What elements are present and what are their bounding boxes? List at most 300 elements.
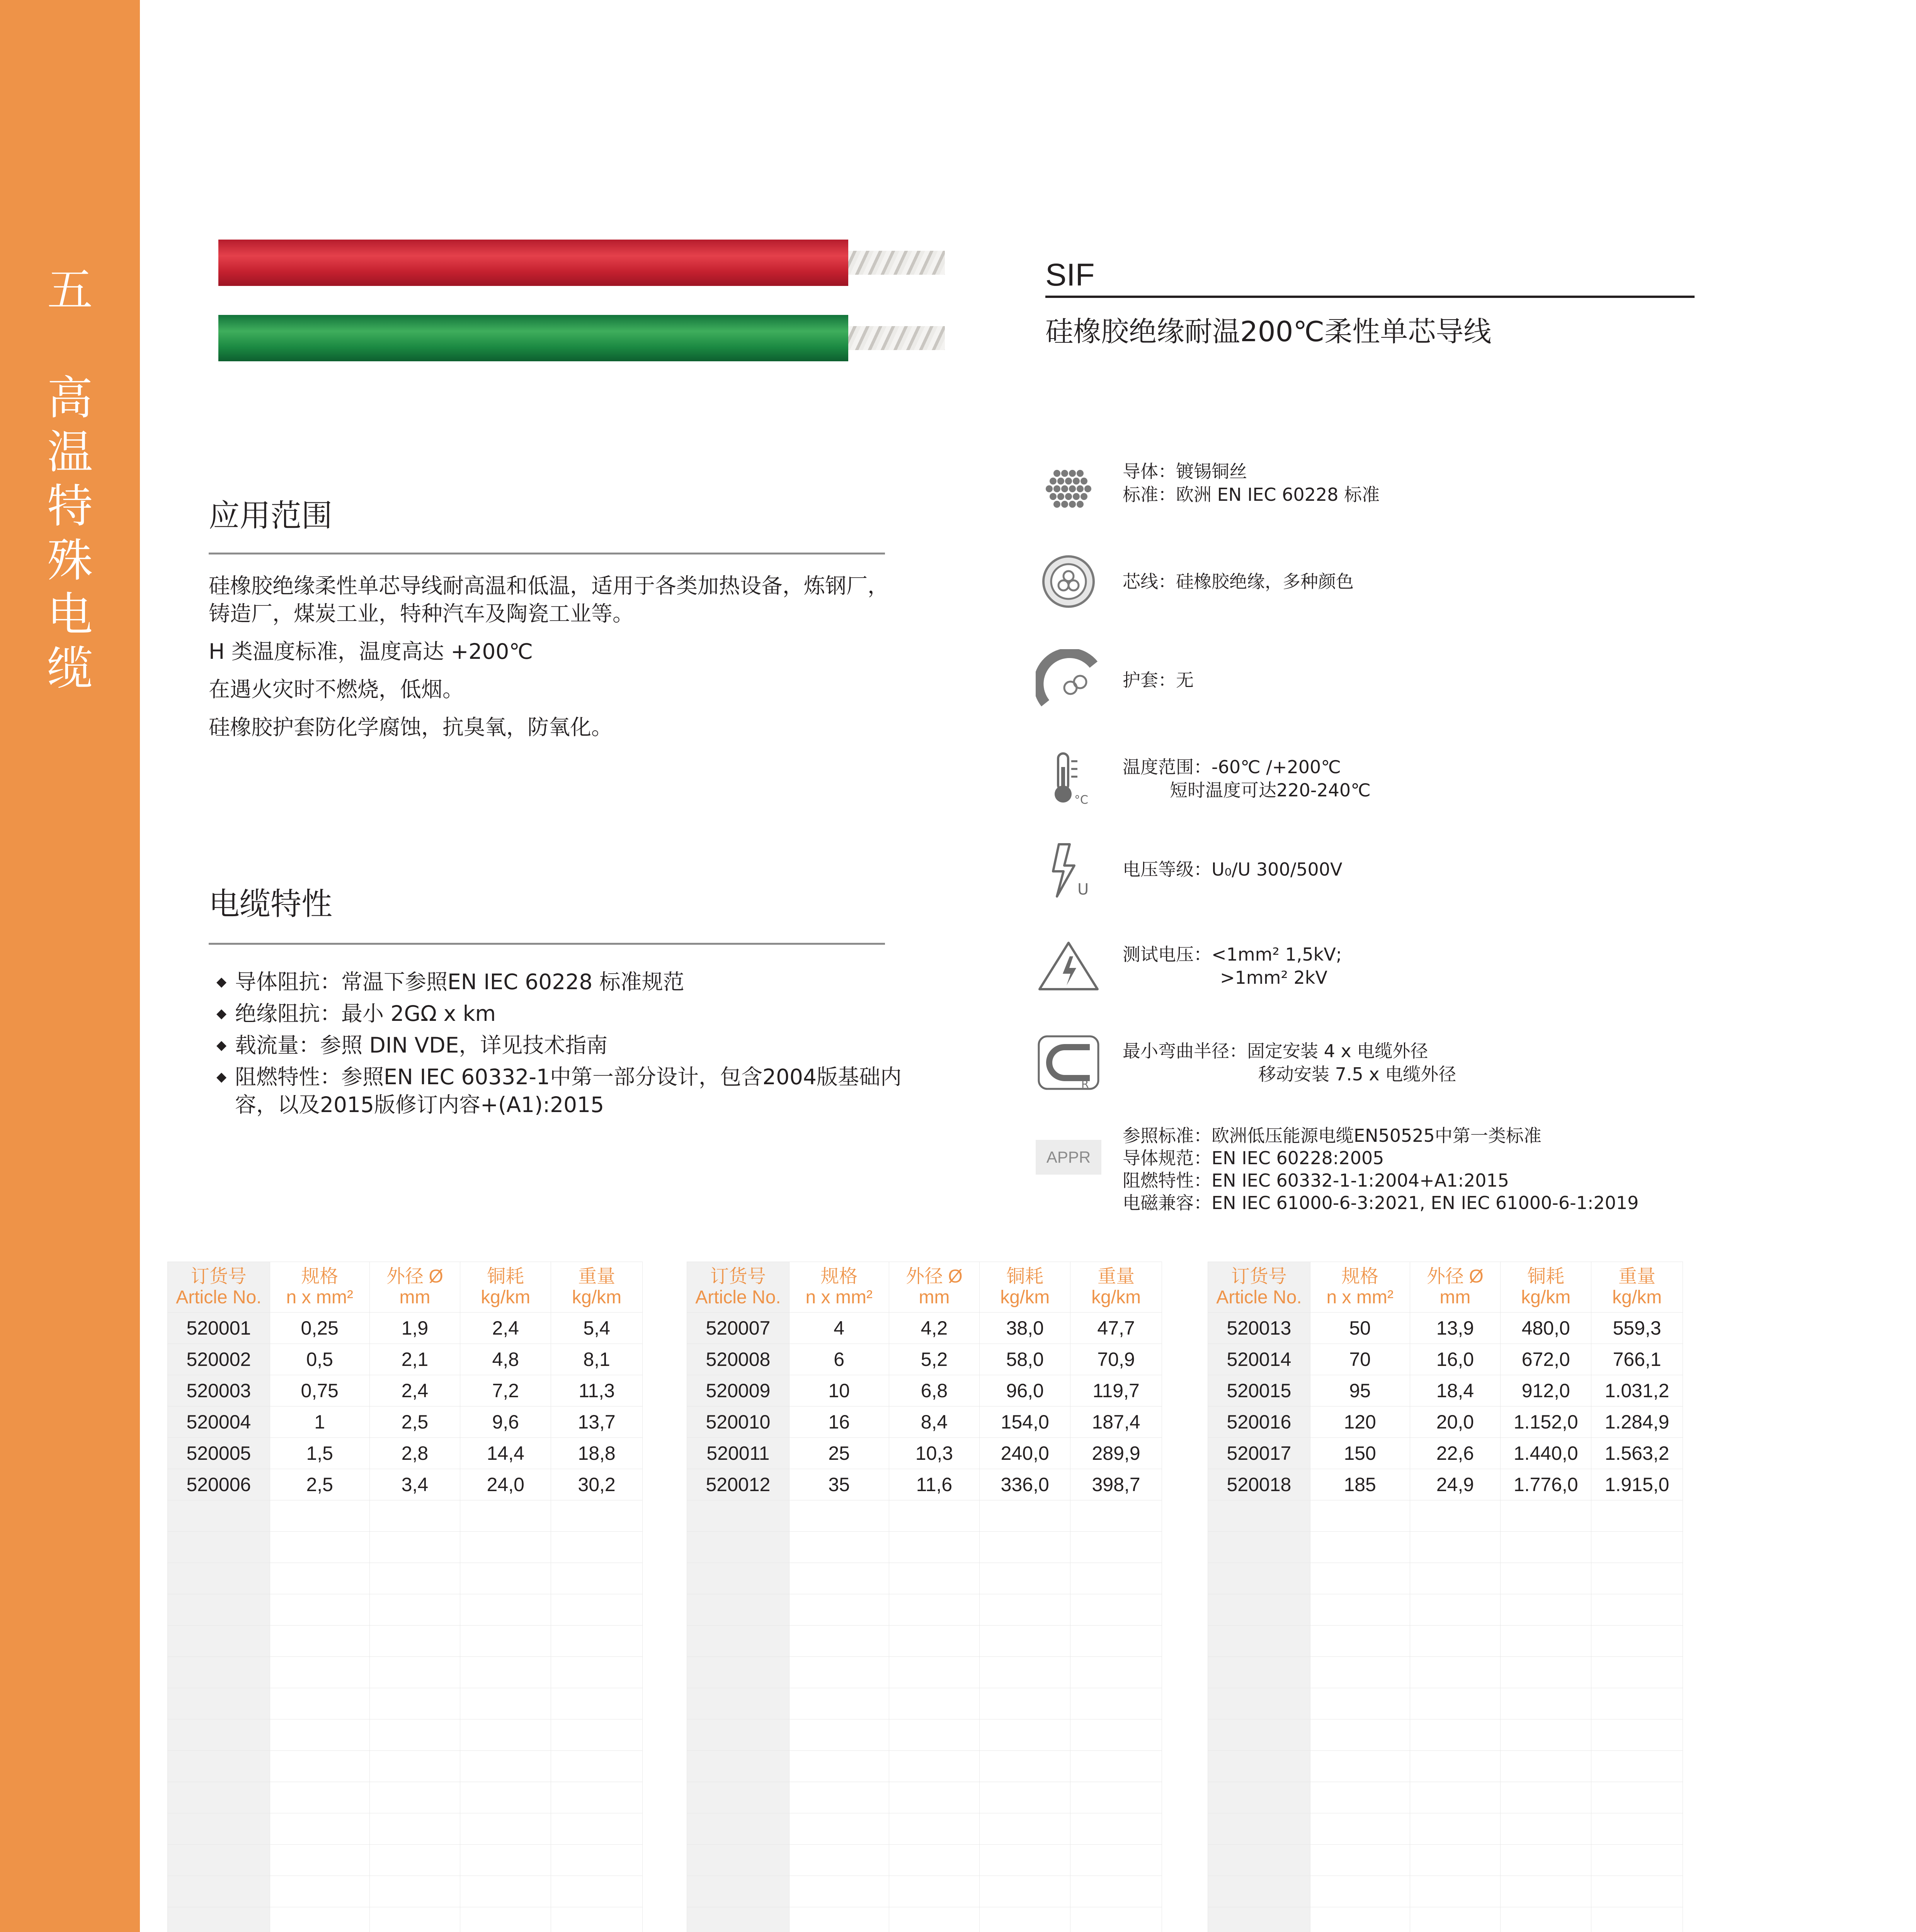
high-voltage-warning-icon bbox=[1036, 935, 1101, 997]
table-row bbox=[168, 1626, 643, 1657]
table-cell bbox=[789, 1876, 889, 1907]
table-row bbox=[168, 1313, 643, 1344]
table-cell bbox=[369, 1657, 460, 1688]
application-paragraph: 硅橡胶护套防化学腐蚀，抗臭氧，防氧化。 bbox=[209, 715, 613, 740]
table-cell bbox=[460, 1532, 551, 1563]
table-row bbox=[687, 1438, 1162, 1469]
table-row bbox=[168, 1813, 643, 1845]
table-row bbox=[1208, 1626, 1683, 1657]
table-cell bbox=[460, 1751, 551, 1782]
table-cell bbox=[1310, 1563, 1410, 1594]
table-row bbox=[687, 1845, 1162, 1876]
table-cell: 10 bbox=[789, 1375, 889, 1406]
table-cell bbox=[1501, 1563, 1591, 1594]
table-cell: 1,9 bbox=[369, 1313, 460, 1344]
table-cell bbox=[889, 1907, 980, 1932]
table-cell: 58,0 bbox=[980, 1344, 1070, 1375]
chapter-title-char: 殊 bbox=[47, 534, 93, 587]
svg-text:R: R bbox=[1081, 1078, 1089, 1090]
table-cell: 96,0 bbox=[980, 1375, 1070, 1406]
table-cell bbox=[687, 1657, 790, 1688]
spec-line: 测试电压：<1mm² 1,5kV; bbox=[1123, 944, 1342, 965]
table-cell: 1.915,0 bbox=[1591, 1469, 1683, 1500]
table-cell bbox=[1591, 1563, 1683, 1594]
column-header-line: 外径 Ø bbox=[1427, 1266, 1484, 1287]
table-cell bbox=[168, 1657, 270, 1688]
table-row bbox=[687, 1626, 1162, 1657]
table-row bbox=[1208, 1344, 1683, 1375]
column-header-line: 订货号 bbox=[710, 1266, 766, 1287]
table-cell bbox=[889, 1688, 980, 1719]
table-cell bbox=[1501, 1594, 1591, 1626]
feature-item: ◆ 阻燃特性：参照EN IEC 60332-1中第一部分设计，包含2004版基础内容，以及2015版修订内容+(A1):2015 bbox=[216, 1063, 912, 1119]
table-cell bbox=[1591, 1813, 1683, 1845]
spec-line: 温度范围：-60℃ /+200℃ bbox=[1123, 757, 1341, 777]
table-cell: 70 bbox=[1310, 1344, 1410, 1375]
table-cell bbox=[889, 1532, 980, 1563]
table-cell: 25 bbox=[789, 1438, 889, 1469]
table-cell bbox=[168, 1500, 270, 1532]
table-row bbox=[1208, 1845, 1683, 1876]
column-header bbox=[1501, 1262, 1591, 1313]
table-row bbox=[687, 1563, 1162, 1594]
column-header-line: 规格 bbox=[301, 1266, 339, 1287]
table-cell: 16 bbox=[789, 1406, 889, 1438]
table-cell bbox=[551, 1845, 643, 1876]
column-header-line: n x mm² bbox=[286, 1287, 353, 1308]
table-cell bbox=[460, 1657, 551, 1688]
table-row bbox=[687, 1375, 1162, 1406]
table-cell bbox=[1310, 1907, 1410, 1932]
table-cell bbox=[889, 1626, 980, 1657]
table-cell bbox=[551, 1751, 643, 1782]
column-header-line: kg/km bbox=[1091, 1287, 1141, 1308]
table-cell bbox=[551, 1688, 643, 1719]
table-cell bbox=[789, 1594, 889, 1626]
table-cell bbox=[369, 1563, 460, 1594]
table-row bbox=[168, 1719, 643, 1751]
spec-line: 标准：欧洲 EN IEC 60228 标准 bbox=[1123, 484, 1380, 505]
table-cell: 520009 bbox=[687, 1375, 790, 1406]
spec-line: 导体：镀锡铜丝 bbox=[1123, 461, 1247, 482]
table-row bbox=[687, 1907, 1162, 1932]
table-cell bbox=[980, 1876, 1070, 1907]
table-cell: 35 bbox=[789, 1469, 889, 1500]
column-header bbox=[551, 1262, 643, 1313]
table-cell bbox=[687, 1626, 790, 1657]
table-cell bbox=[687, 1751, 790, 1782]
table-cell: 185 bbox=[1310, 1469, 1410, 1500]
column-header-line: 规格 bbox=[1341, 1266, 1379, 1287]
table-cell bbox=[980, 1563, 1070, 1594]
table-cell: 9,6 bbox=[460, 1406, 551, 1438]
table-cell bbox=[1591, 1532, 1683, 1563]
table-cell bbox=[1501, 1751, 1591, 1782]
table-cell bbox=[1208, 1688, 1310, 1719]
product-name: 硅橡胶绝缘耐温200℃柔性单芯导线 bbox=[1045, 315, 1492, 348]
spec-label bbox=[1123, 1124, 1639, 1214]
table-cell: 520007 bbox=[687, 1313, 790, 1344]
table-cell bbox=[1310, 1719, 1410, 1751]
table-cell bbox=[1591, 1845, 1683, 1876]
table-cell: 2,5 bbox=[270, 1469, 369, 1500]
table-cell bbox=[1070, 1751, 1162, 1782]
table-cell bbox=[687, 1907, 790, 1932]
table-cell: 520017 bbox=[1208, 1438, 1310, 1469]
column-header-line: 铜耗 bbox=[1006, 1266, 1044, 1287]
table-cell bbox=[1208, 1657, 1310, 1688]
table-cell: 6 bbox=[789, 1344, 889, 1375]
column-header-line: 订货号 bbox=[1231, 1266, 1287, 1287]
table-cell bbox=[687, 1500, 790, 1532]
table-cell bbox=[980, 1813, 1070, 1845]
table-cell bbox=[168, 1626, 270, 1657]
column-header-line: 铜耗 bbox=[487, 1266, 524, 1287]
column-header-line: 外径 Ø bbox=[386, 1266, 443, 1287]
table-cell bbox=[1410, 1813, 1501, 1845]
table-cell bbox=[1310, 1532, 1410, 1563]
table-row bbox=[687, 1313, 1162, 1344]
column-header-line: 规格 bbox=[820, 1266, 858, 1287]
table-cell: 1.776,0 bbox=[1501, 1469, 1591, 1500]
column-header-line: kg/km bbox=[481, 1287, 531, 1308]
table-cell bbox=[687, 1563, 790, 1594]
spec-voltage bbox=[1036, 838, 1886, 908]
table-row bbox=[687, 1688, 1162, 1719]
table-cell bbox=[270, 1719, 369, 1751]
column-header bbox=[1310, 1262, 1410, 1313]
table-cell: 2,4 bbox=[460, 1313, 551, 1344]
table-cell bbox=[1501, 1876, 1591, 1907]
table-cell bbox=[789, 1907, 889, 1932]
table-row bbox=[687, 1813, 1162, 1845]
column-header bbox=[1591, 1262, 1683, 1313]
application-paragraph: 硅橡胶绝缘柔性单芯导线耐高温和低温，适用于各类加热设备，炼钢厂，铸造厂，煤炭工业，特种汽车及陶瓷工业等。 bbox=[209, 573, 889, 626]
spec-test-voltage bbox=[1036, 935, 1886, 1005]
application-title: 应用范围 bbox=[209, 498, 332, 534]
column-header-line: Article No. bbox=[1216, 1287, 1302, 1308]
table-cell: 520018 bbox=[1208, 1469, 1310, 1500]
feature-item: ◆ 载流量：参照 DIN VDE，详见技术指南 bbox=[216, 1031, 912, 1059]
table-cell bbox=[1310, 1813, 1410, 1845]
table-row bbox=[1208, 1406, 1683, 1438]
table-cell bbox=[460, 1563, 551, 1594]
table-cell bbox=[1501, 1845, 1591, 1876]
table-row bbox=[1208, 1438, 1683, 1469]
table-cell bbox=[1208, 1719, 1310, 1751]
application-paragraph: 在遇火灾时不燃烧，低烟。 bbox=[209, 677, 464, 702]
table-cell bbox=[789, 1532, 889, 1563]
table-row bbox=[168, 1907, 643, 1932]
table-cell bbox=[1501, 1626, 1591, 1657]
table-row bbox=[1208, 1594, 1683, 1626]
table-row bbox=[168, 1469, 643, 1500]
cable-jacket bbox=[218, 240, 848, 286]
table-cell: 0,75 bbox=[270, 1375, 369, 1406]
table-cell bbox=[270, 1500, 369, 1532]
table-cell bbox=[270, 1751, 369, 1782]
table-cell bbox=[369, 1845, 460, 1876]
table-row bbox=[1208, 1469, 1683, 1500]
table-row bbox=[1208, 1313, 1683, 1344]
table-cell: 13,7 bbox=[551, 1406, 643, 1438]
spec-line: 移动安装 7.5 x 电缆外径 bbox=[1258, 1064, 1457, 1085]
table-cell bbox=[551, 1907, 643, 1932]
table-cell bbox=[1591, 1657, 1683, 1688]
column-header bbox=[369, 1262, 460, 1313]
table-row bbox=[687, 1657, 1162, 1688]
table-cell: 520005 bbox=[168, 1438, 270, 1469]
table-cell bbox=[980, 1907, 1070, 1932]
table-cell bbox=[551, 1532, 643, 1563]
spec-label bbox=[1123, 570, 1354, 593]
table-cell bbox=[1070, 1657, 1162, 1688]
table-cell bbox=[168, 1751, 270, 1782]
column-header-line: 订货号 bbox=[191, 1266, 247, 1287]
column-header bbox=[980, 1262, 1070, 1313]
table-cell bbox=[789, 1845, 889, 1876]
table-cell bbox=[551, 1500, 643, 1532]
table-cell: 38,0 bbox=[980, 1313, 1070, 1344]
table-cell: 520016 bbox=[1208, 1406, 1310, 1438]
table-cell bbox=[1410, 1563, 1501, 1594]
table-cell bbox=[1208, 1845, 1310, 1876]
table-row bbox=[168, 1782, 643, 1813]
table-row bbox=[687, 1532, 1162, 1563]
table-cell bbox=[1208, 1751, 1310, 1782]
table-cell bbox=[369, 1594, 460, 1626]
spec-label bbox=[1123, 1039, 1456, 1086]
table-cell: 47,7 bbox=[1070, 1313, 1162, 1344]
chapter-sidebar bbox=[0, 0, 140, 1932]
table-cell bbox=[1208, 1782, 1310, 1813]
table-cell bbox=[270, 1563, 369, 1594]
table-cell bbox=[1410, 1500, 1501, 1532]
table-cell bbox=[460, 1594, 551, 1626]
table-row bbox=[168, 1438, 643, 1469]
table-cell bbox=[551, 1813, 643, 1845]
table-cell bbox=[1501, 1532, 1591, 1563]
table-cell bbox=[1070, 1532, 1162, 1563]
table-cell bbox=[460, 1626, 551, 1657]
spec-line: 导体规范：EN IEC 60228:2005 bbox=[1123, 1148, 1384, 1168]
table-cell bbox=[980, 1782, 1070, 1813]
chapter-title-char: 特 bbox=[47, 480, 93, 533]
table-cell: 520001 bbox=[168, 1313, 270, 1344]
table-cell bbox=[1208, 1876, 1310, 1907]
table-cell bbox=[270, 1907, 369, 1932]
table-cell bbox=[270, 1626, 369, 1657]
table-cell bbox=[1410, 1782, 1501, 1813]
table-cell: 2,4 bbox=[369, 1375, 460, 1406]
feature-item: ◆ 导体阻抗：常温下参照EN IEC 60228 标准规范 bbox=[216, 968, 912, 996]
approval-badge: APPR bbox=[1036, 1140, 1101, 1175]
table-cell bbox=[687, 1813, 790, 1845]
table-cell bbox=[1208, 1532, 1310, 1563]
table-cell bbox=[1410, 1626, 1501, 1657]
table-cell bbox=[789, 1657, 889, 1688]
table-cell bbox=[980, 1751, 1070, 1782]
cable-jacket bbox=[218, 315, 848, 361]
table-cell: 1.031,2 bbox=[1591, 1375, 1683, 1406]
spec-line: 阻燃特性：EN IEC 60332-1-1:2004+A1:2015 bbox=[1123, 1170, 1509, 1191]
column-header bbox=[1410, 1262, 1501, 1313]
table-cell bbox=[1591, 1626, 1683, 1657]
table-cell bbox=[1070, 1594, 1162, 1626]
table-cell bbox=[168, 1594, 270, 1626]
table-cell: 4 bbox=[789, 1313, 889, 1344]
table-cell bbox=[980, 1657, 1070, 1688]
column-header-line: 重量 bbox=[1618, 1266, 1656, 1287]
table-cell bbox=[369, 1907, 460, 1932]
table-cell bbox=[168, 1876, 270, 1907]
table-cell: 7,2 bbox=[460, 1375, 551, 1406]
table-cell: 520010 bbox=[687, 1406, 790, 1438]
table-cell bbox=[551, 1719, 643, 1751]
table-cell bbox=[980, 1845, 1070, 1876]
table-cell: 18,8 bbox=[551, 1438, 643, 1469]
table-cell bbox=[551, 1626, 643, 1657]
table-cell bbox=[460, 1907, 551, 1932]
table-cell bbox=[789, 1688, 889, 1719]
bending-radius-icon bbox=[1036, 1032, 1101, 1094]
table-cell bbox=[1310, 1845, 1410, 1876]
column-header-line: kg/km bbox=[1612, 1287, 1662, 1308]
table-cell bbox=[1591, 1688, 1683, 1719]
table-cell bbox=[889, 1719, 980, 1751]
chapter-title-char: 温 bbox=[47, 425, 93, 479]
table-row bbox=[687, 1344, 1162, 1375]
table-cell: 520004 bbox=[168, 1406, 270, 1438]
table-row bbox=[168, 1375, 643, 1406]
table-cell: 13,9 bbox=[1410, 1313, 1501, 1344]
cable-stripped-conductor bbox=[848, 251, 945, 275]
table-cell bbox=[1310, 1688, 1410, 1719]
table-cell bbox=[980, 1688, 1070, 1719]
table-cell bbox=[1591, 1500, 1683, 1532]
table-header-row bbox=[1208, 1262, 1683, 1313]
table-cell: 10,3 bbox=[889, 1438, 980, 1469]
table-row bbox=[168, 1657, 643, 1688]
table-cell: 5,2 bbox=[889, 1344, 980, 1375]
table-cell bbox=[1410, 1876, 1501, 1907]
spec-line: 最小弯曲半径：固定安装 4 x 电缆外径 bbox=[1123, 1041, 1428, 1061]
table-cell bbox=[369, 1626, 460, 1657]
sheath-icon bbox=[1036, 649, 1101, 711]
table-cell: 50 bbox=[1310, 1313, 1410, 1344]
table-row bbox=[168, 1751, 643, 1782]
table-cell: 520012 bbox=[687, 1469, 790, 1500]
svg-text:°C: °C bbox=[1074, 793, 1088, 807]
product-title-rule bbox=[1045, 296, 1695, 298]
spec-line: 电磁兼容：EN IEC 61000-6-3:2021, EN IEC 61000-6-1:2019 bbox=[1123, 1192, 1639, 1213]
table-cell: 520011 bbox=[687, 1438, 790, 1469]
table-row bbox=[1208, 1688, 1683, 1719]
table-cell bbox=[1501, 1719, 1591, 1751]
table-row bbox=[168, 1563, 643, 1594]
table-row bbox=[687, 1594, 1162, 1626]
table-cell bbox=[168, 1563, 270, 1594]
table-cell bbox=[889, 1751, 980, 1782]
table-row bbox=[687, 1500, 1162, 1532]
table-cell: 1.563,2 bbox=[1591, 1438, 1683, 1469]
table-cell bbox=[168, 1907, 270, 1932]
column-header-line: 重量 bbox=[578, 1266, 616, 1287]
table-cell bbox=[1410, 1594, 1501, 1626]
table-cell bbox=[980, 1626, 1070, 1657]
article-table-1 bbox=[167, 1262, 643, 1932]
table-cell: 11,6 bbox=[889, 1469, 980, 1500]
table-row bbox=[687, 1406, 1162, 1438]
table-row bbox=[1208, 1375, 1683, 1406]
table-cell: 3,4 bbox=[369, 1469, 460, 1500]
column-header-line: Article No. bbox=[176, 1287, 262, 1308]
column-header bbox=[270, 1262, 369, 1313]
table-cell bbox=[270, 1813, 369, 1845]
table-cell bbox=[1070, 1876, 1162, 1907]
table-row bbox=[1208, 1876, 1683, 1907]
spec-bending-radius bbox=[1036, 1032, 1886, 1101]
table-cell: 6,8 bbox=[889, 1375, 980, 1406]
table-cell: 4,8 bbox=[460, 1344, 551, 1375]
table-row bbox=[1208, 1563, 1683, 1594]
table-cell: 1.152,0 bbox=[1501, 1406, 1591, 1438]
table-row bbox=[168, 1532, 643, 1563]
table-cell: 1.440,0 bbox=[1501, 1438, 1591, 1469]
table-cell bbox=[687, 1719, 790, 1751]
table-cell: 520002 bbox=[168, 1344, 270, 1375]
table-cell: 14,4 bbox=[460, 1438, 551, 1469]
thermometer-icon bbox=[1036, 748, 1101, 810]
table-cell bbox=[1501, 1907, 1591, 1932]
column-header-line: mm bbox=[399, 1287, 431, 1308]
table-row bbox=[687, 1876, 1162, 1907]
column-header-line: Article No. bbox=[695, 1287, 781, 1308]
spec-approvals bbox=[1036, 1121, 1886, 1221]
table-cell bbox=[369, 1876, 460, 1907]
table-cell bbox=[1070, 1563, 1162, 1594]
table-cell bbox=[1070, 1813, 1162, 1845]
column-header-line: 外径 Ø bbox=[906, 1266, 963, 1287]
svg-text:U: U bbox=[1077, 881, 1089, 898]
column-header-line: mm bbox=[1440, 1287, 1471, 1308]
product-code: SIF bbox=[1045, 257, 1095, 293]
table-cell bbox=[1310, 1626, 1410, 1657]
table-cell bbox=[889, 1594, 980, 1626]
table-cell bbox=[460, 1876, 551, 1907]
column-header-line: mm bbox=[919, 1287, 950, 1308]
column-header bbox=[1070, 1262, 1162, 1313]
table-cell bbox=[1410, 1688, 1501, 1719]
table-cell bbox=[460, 1500, 551, 1532]
table-cell: 24,0 bbox=[460, 1469, 551, 1500]
table-cell: 2,8 bbox=[369, 1438, 460, 1469]
table-cell: 154,0 bbox=[980, 1406, 1070, 1438]
spec-line: 参照标准：欧洲低压能源电缆EN50525中第一类标准 bbox=[1123, 1125, 1542, 1146]
table-cell bbox=[1208, 1626, 1310, 1657]
table-row bbox=[168, 1876, 643, 1907]
table-cell bbox=[789, 1751, 889, 1782]
spec-label bbox=[1123, 460, 1380, 506]
table-cell: 187,4 bbox=[1070, 1406, 1162, 1438]
table-cell bbox=[369, 1688, 460, 1719]
table-cell bbox=[889, 1500, 980, 1532]
spec-label bbox=[1123, 755, 1371, 802]
table-cell bbox=[369, 1719, 460, 1751]
column-header-line: 重量 bbox=[1098, 1266, 1135, 1287]
table-cell: 1,5 bbox=[270, 1438, 369, 1469]
table-cell bbox=[369, 1813, 460, 1845]
